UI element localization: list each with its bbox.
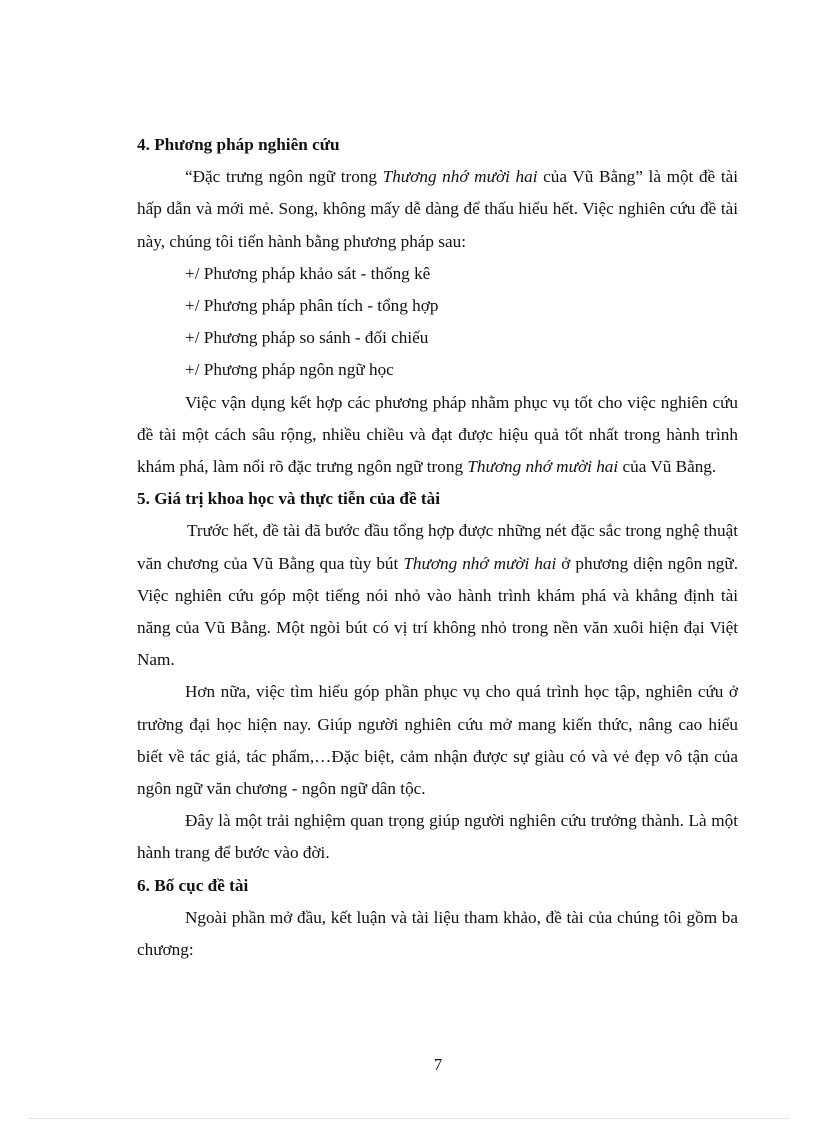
page-bottom-divider [28, 1118, 788, 1119]
text-run: của Vũ Bằng. [618, 457, 717, 477]
section-4-paragraph-1 [137, 161, 738, 258]
text-run: “Đặc trưng ngôn ngữ trong [185, 167, 383, 187]
page-content [137, 129, 738, 966]
page-number: 7 [433, 1055, 443, 1074]
section-4-paragraph-2 [137, 387, 738, 484]
method-item-2: +/ Phương pháp phân tích - tổng hợp [185, 296, 439, 316]
method-item-4: +/ Phương pháp ngôn ngữ học [185, 360, 394, 380]
text-run: Trước hết, đề tài đã bước đầu tổng hợp được những nét đặc sắc trong nghệ thuật văn chương của Vũ Bằng qua tùy bút [137, 521, 738, 573]
text-run: của Vũ Bằng” là một đề tài hấp dẫn và mới mẻ. Song, không mấy dễ dàng để thấu hiểu hết. Việc nghiên cứu đề tài này, chúng tôi tiến hành bằng phương pháp sau: [137, 167, 738, 251]
section-5-paragraph-2: Hơn nữa, việc tìm hiểu góp phần phục vụ cho quá trình học tập, nghiên cứu ở trường đại học hiện nay. Giúp người nghiên cứu mở mang kiến thức, nâng cao hiểu biết về tác giả, tác phẩm,…Đặc biệt, cảm nhận được sự giàu có và vẻ đẹp vô tận của ngôn ngữ văn chương - ngôn ngữ dân tộc. [137, 682, 738, 799]
book-title: Thương nhớ mười hai [382, 167, 538, 187]
book-title: Thương nhớ mười hai [403, 553, 557, 573]
section-6-paragraph-1: Ngoài phần mở đầu, kết luận và tài liệu tham khảo, đề tài của chúng tôi gồm ba chương: [137, 907, 738, 960]
section-5-paragraph-3: Đây là một trải nghiệm quan trọng giúp người nghiên cứu trưởng thành. Là một hành trang để bước vào đời. [137, 811, 738, 863]
text-run: Việc vận dụng kết hợp các phương pháp nhằm phục vụ tốt cho việc nghiên cứu đề tài một cách sâu rộng, nhiều chiều và đạt được hiệu quả tốt nhất trong hành trình khám phá, làm nổi rõ đặc trưng ngôn ngữ trong [137, 392, 738, 477]
section-4-heading: 4. Phương pháp nghiên cứu [137, 135, 340, 154]
book-title: Thương nhớ mười hai [467, 457, 619, 477]
section-5-paragraph-1 [137, 515, 738, 676]
text-run: ở phương diện ngôn ngữ. Việc nghiên cứu góp một tiếng nói nhỏ vào hành trình khám phá và khẳng định tài năng của Vũ Bằng. Một ngòi bút có vị trí không nhỏ trong nền văn xuôi hiện đại Việt Nam. [137, 553, 738, 670]
method-item-3: +/ Phương pháp so sánh - đối chiếu [185, 328, 429, 348]
method-item-1: +/ Phương pháp khảo sát - thống kê [185, 263, 431, 283]
section-6-heading: 6. Bố cục đề tài [137, 875, 249, 895]
section-5-heading: 5. Giá trị khoa học và thực tiễn của đề tài [137, 489, 440, 509]
